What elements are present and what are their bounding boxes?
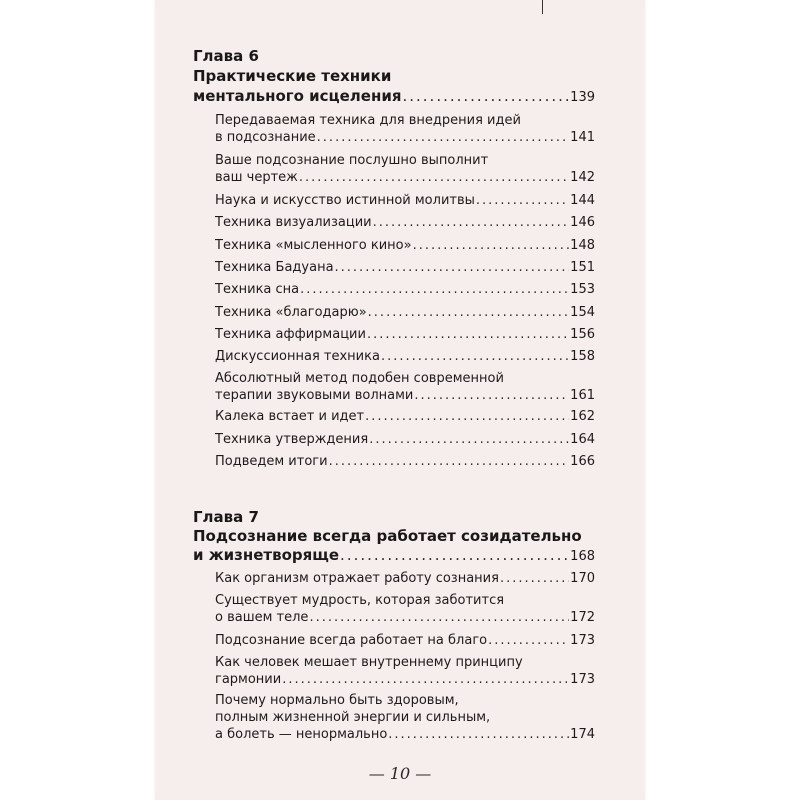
leader-dots [476,192,569,209]
toc-entry-line: Передаваемая техника для внедрения идей [215,113,521,128]
toc-entry-line: Техника «благодарю» [215,305,367,320]
toc-entry-line: Техника утверждения [215,432,369,447]
page-number: — 10 — [368,764,432,783]
chapter-6-label: Глава 6 [193,47,259,65]
toc-entry [215,408,595,425]
toc-entry-page: 166 [570,454,595,469]
toc-entry-line: Подведем итоги [215,454,328,469]
book-page [155,0,645,800]
leader-dots [402,87,569,105]
toc-entry-line: Дискуссионная техника [215,349,380,364]
leader-dots [369,431,569,448]
toc-entry-page: 174 [570,727,595,742]
toc-entry-page: 172 [570,610,595,625]
toc-entry-page: 173 [570,633,595,648]
toc-entry-line: Техника аффирмации [215,327,366,342]
chapter-7-title-line2: и жизнетворяще [193,546,340,564]
leader-dots [368,304,570,321]
leader-dots [340,546,569,564]
toc-entry-line: Абсолютный метод подобен современной [215,371,504,386]
toc-entry-line: а болеть — ненормально [215,727,388,742]
leader-dots [414,387,569,404]
toc-entry-line: Как человек мешает внутреннему принципу [215,655,523,670]
toc-entry [215,609,595,626]
chapter-6-page: 139 [570,90,595,105]
toc-entry [215,348,595,365]
toc-entry-page: 170 [570,571,595,586]
toc-entry [215,453,595,470]
toc-entry-page: 148 [570,238,595,253]
toc-entry-line: Техника сна [215,282,300,297]
leader-dots [282,671,569,688]
toc-entry-page: 144 [570,193,595,208]
leader-dots [388,726,569,743]
toc-entry-page: 162 [570,409,595,424]
toc-entry-page: 173 [570,672,595,687]
toc-entry [215,259,595,276]
toc-entry-line: терапии звуковыми волнами [215,388,414,403]
toc-entry-line: гармонии [215,672,282,687]
leader-dots [373,214,570,231]
toc-entry-line: Техника «мысленного кино» [215,238,412,253]
toc-entry [215,281,595,298]
toc-entry-page: 161 [570,388,595,403]
toc-entry [215,169,595,186]
toc-entry [215,192,595,209]
leader-dots [367,326,569,343]
toc-entry-line: полным жизненной энергии и сильным, [215,710,491,725]
toc-entry-page: 141 [570,130,595,145]
chapter-7-title-row [193,546,595,566]
leader-dots [309,609,569,626]
chapter-7-title-line1: Подсознание всегда работает созидательно [193,527,582,545]
toc-entry-page: 153 [570,282,595,297]
toc-entry-page: 154 [570,305,595,320]
toc-entry [215,304,595,321]
leader-dots [300,281,569,298]
table-of-contents [155,0,645,800]
toc-entry [215,632,595,649]
toc-entry [215,129,595,146]
toc-entry [215,237,595,254]
leader-dots [381,348,569,365]
toc-entry-page: 158 [570,349,595,364]
toc-entry [215,387,595,404]
leader-dots [329,453,570,470]
toc-entry [215,726,595,743]
toc-entry-line: Подсознание всегда работает на благо [215,633,488,648]
leader-dots [335,259,570,276]
toc-entry [215,570,595,587]
toc-entry-line: Наука и искусство истинной молитвы [215,193,475,208]
toc-entry-line: в подсознание [215,130,316,145]
toc-entry [215,431,595,448]
toc-entry-line: Техника Бадуана [215,260,334,275]
chapter-6-title-row [193,87,595,107]
toc-entry-page: 164 [570,432,595,447]
toc-entry-page: 146 [570,215,595,230]
chapter-6-title-line1: Практические техники [193,67,392,85]
toc-entry-line: Почему нормально быть здоровым, [215,693,459,708]
toc-entry-line: ваш чертеж [215,170,298,185]
toc-entry [215,326,595,343]
leader-dots [488,632,569,649]
leader-dots [413,237,570,254]
toc-entry-line: Существует мудрость, которая заботится [215,593,505,608]
leader-dots [365,408,569,425]
chapter-7-page: 168 [570,549,595,564]
toc-entry-line: Калека встает и идет [215,409,365,424]
toc-entry-page: 142 [570,170,595,185]
chapter-7-label: Глава 7 [193,508,259,526]
toc-entry-line: Техника визуализации [215,215,372,230]
toc-entry-line: о вашем теле [215,610,309,625]
leader-dots [317,129,570,146]
leader-dots [299,169,569,186]
leader-dots [500,570,569,587]
toc-entry-page: 151 [570,260,595,275]
toc-entry [215,214,595,231]
toc-entry-line: Как организм отражает работу сознания [215,571,499,586]
chapter-6-title-line2: ментального исцеления [193,87,402,105]
toc-entry [215,671,595,688]
toc-entry-line: Ваше подсознание послушно выполнит [215,153,489,168]
toc-entry-page: 156 [570,327,595,342]
